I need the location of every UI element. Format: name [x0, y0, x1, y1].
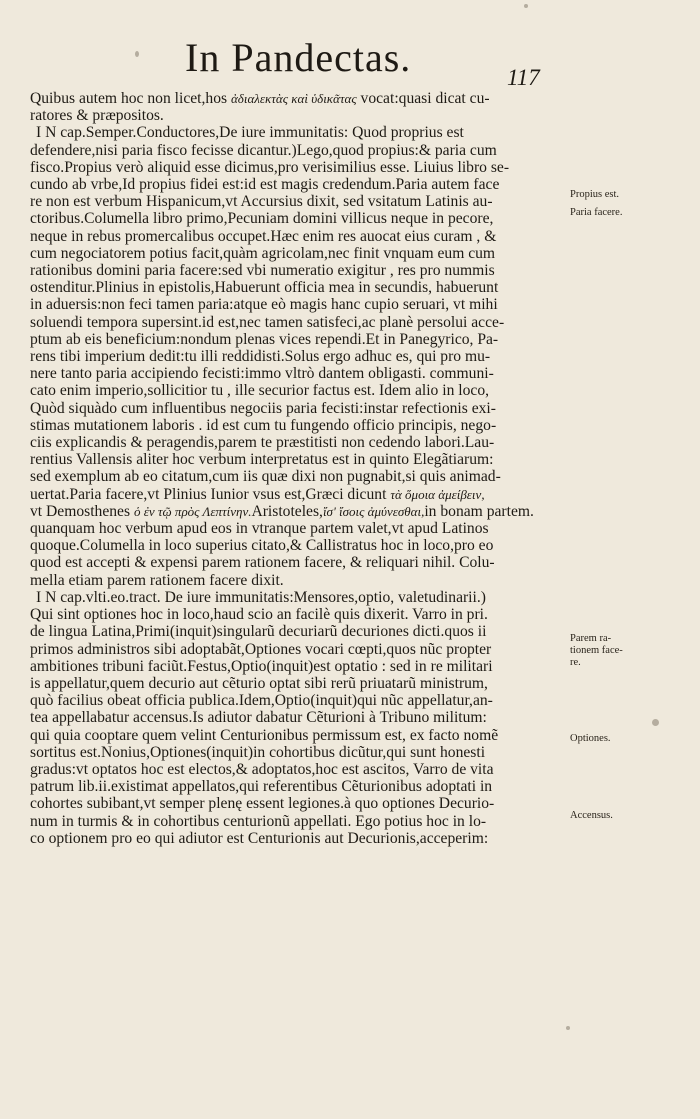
greek-phrase: ἀδιαλεκτὰς καὶ ὑδικᾶτας	[230, 91, 357, 106]
text-line: cato enim imperio,sollicitior tu , ille securior factus est. Idem alio in loco,	[30, 382, 490, 400]
text-line: Qui sint optiones hoc in loco,haud scio an facilè quis dixerit. Varro in pri.	[30, 606, 488, 624]
text-line: Quòd siquàdo cum influentibus negociis paria fecisti:instar refectionis exi-	[30, 399, 496, 417]
text-line: ptum ab eis beneficium:nondum plenas vices rependi.Et in Panegyrico, Pa-	[30, 330, 499, 348]
text-line: ciis explicandis & peragendis,parem te præstitisti non cedendo labori.Lau-	[30, 434, 495, 452]
text-line: primos administros sibi adoptabãt,Optiones vocari cœpti,quos nũc propter	[30, 640, 492, 658]
text-line: is appellatur,quem decurio aut cẽturio optat sibi rerũ priuatarũ ministrum,	[30, 674, 488, 692]
text-line: sed exemplum ab eo citatum,cum iis quæ dixi non pugnabit,si quis animad-	[30, 468, 501, 486]
text-line: I N cap.vlti.eo.tract. De iure immunitatis:Mensores,optio, valetudinarii.)	[36, 588, 486, 606]
margin-note-propius: Propius est.	[570, 189, 620, 200]
text-line: ratores & præpositos.	[30, 107, 164, 125]
text-line: patrum lib.ii.existimat appellatos,qui referentibus Cẽturionibus adoptati in	[30, 778, 493, 796]
text-line: stimas mutationem laboris . id est cum tu fungendo officio principis, nego-	[30, 416, 497, 434]
text-line: re non est verbum Hispanicum,vt Accursius dixit, sed vsitatum Latinis au-	[30, 193, 493, 211]
text-line: tea appellabatur accensus.Is adiutor dabatur Cẽturioni à Tribuno militum:	[30, 709, 487, 727]
paper-spot	[566, 1026, 570, 1030]
running-head-title: In Pandectas.	[185, 35, 412, 80]
text-line: cohortes subibant,vt semper plenę essent legiones.à quo optiones Decurio-	[30, 795, 495, 813]
text-line: quanquam hoc verbum apud eos in vtranque partem valet,vt apud Latinos	[30, 520, 489, 538]
greek-phrase: ἴσ' ἴσοις ἀμύνεσθαι,	[322, 503, 425, 519]
margin-note-parem-line1: Parem ra-	[570, 633, 612, 644]
text-line: ostenditur.Plinius in epistolis,Habuerunt officia mea in secundis, habuerunt	[30, 279, 499, 297]
text-line: gradus:vt optatos hoc est electos,& adoptatos,hoc est ascitos, Varro de vita	[30, 760, 494, 778]
margin-note-parem-line2: tionem face-	[570, 645, 623, 656]
text-line: de lingua Latina,Primi(inquit)singularũ decuriarũ decuriones dicti.quos ii	[30, 623, 487, 641]
paper-spot	[135, 51, 139, 57]
text-line: neque in rebus promercalibus occupet.Hæc enim res auocat eius curam , &	[30, 227, 497, 245]
text-line: fisco.Propius verò aliquid esse dicimus,pro verisimilius esse. Liuius libro se-	[30, 158, 510, 176]
greek-phrase: ὁ ἐν τῷ πρὸς Λεπτίνην.	[133, 503, 252, 519]
paper-spot	[524, 4, 528, 8]
text-line: qui quia cooptare quem velint Centurionibus permissum est, ex facto nomẽ	[30, 726, 499, 744]
text-line: vt Demosthenes ὁ ἐν τῷ πρὸς Λεπτίνην.Aristoteles,ἴσ' ἴσοις ἀμύνεσθαι,in bonam partem.	[30, 502, 534, 520]
text-line: ambitiones tribuni faciũt.Festus,Optio(inquit)est optatio : sed in re militari	[30, 657, 493, 675]
margin-note-parem-line3: re.	[570, 657, 581, 668]
page-number: 117	[507, 65, 540, 90]
text-line: uertat.Paria facere,vt Plinius Iunior vsus est,Græci dicunt τὰ ὅμοια ἀμείβειν,	[30, 485, 485, 503]
text-line: Quibus autem hoc non licet,hos ἀδιαλεκτὰς καὶ ὑδικᾶτας vocat:quasi dicat cu-	[30, 90, 490, 107]
text-line: soluendi tempora supersint.id est,nec tamen satisfeci,ac planè persolui acce-	[30, 313, 505, 331]
text-line: I N cap.Semper.Conductores,De iure immunitatis: Quod proprius est	[36, 124, 464, 142]
paper-spot	[652, 719, 659, 726]
text-line: defendere,nisi paria fisco fecisse dicantur.)Lego,quod propius:& paria cum	[30, 141, 497, 159]
text-line: quod est accepti & expensi parem rationem facere, & reliquari nihil. Colu-	[30, 554, 495, 572]
text-line: rationibus domini paria facere:sed vbi numeratio exigitur , res pro nummis	[30, 262, 495, 280]
greek-phrase: τὰ ὅμοια ἀμείβειν,	[390, 486, 485, 502]
text-line: rentius Vallensis aliter hoc verbum interpretatus est in quinto Elegãtiarum:	[30, 451, 494, 469]
text-line: nere tanto paria accipiendo fecisti:immo vltrò dantem obligasti. communi-	[30, 365, 494, 383]
margin-note-paria: Paria facere.	[570, 207, 623, 218]
text-line: num in turmis & in cohortibus centurionũ appellati. Ego potius hoc in lo-	[30, 812, 487, 830]
text-line: cundo ab vrbe,Id propius fidei est:id est magis credendum.Paria autem face	[30, 176, 500, 194]
text-line: mella etiam parem rationem facere dixit.	[30, 571, 284, 589]
body-text	[30, 90, 550, 847]
text-line: sortitus est.Nonius,Optiones(inquit)in cohortibus dicũtur,qui sunt honesti	[30, 743, 486, 761]
text-line: cum negociatorem potius facit,quàm agricolam,nec finit vnquam eum cum	[30, 244, 496, 262]
text-line: co optionem pro eo qui adiutor est Centurionis aut Decurionis,acceperim:	[30, 829, 489, 847]
text-line: rens tibi imperium dedit:tu illi reddidisti.Solus ergo adhuc es, qui pro mu-	[30, 348, 491, 366]
margin-note-optiones: Optiones.	[570, 733, 611, 744]
text-line: quoque.Columella in loco superius citato,& Callistratus hoc in loco,pro eo	[30, 537, 494, 555]
text-line: quò facilius obeat officia publica.Idem,Optio(inquit)qui nũc appellatur,an-	[30, 692, 493, 710]
text-line: ctoribus.Columella libro primo,Pecuniam domini villicus neque in pecore,	[30, 210, 494, 228]
text-line: in aduersis:non feci tamen paria:atque eò magis hanc cupio seruari, vt mihi	[30, 296, 498, 314]
margin-note-accensus: Accensus.	[570, 810, 613, 821]
